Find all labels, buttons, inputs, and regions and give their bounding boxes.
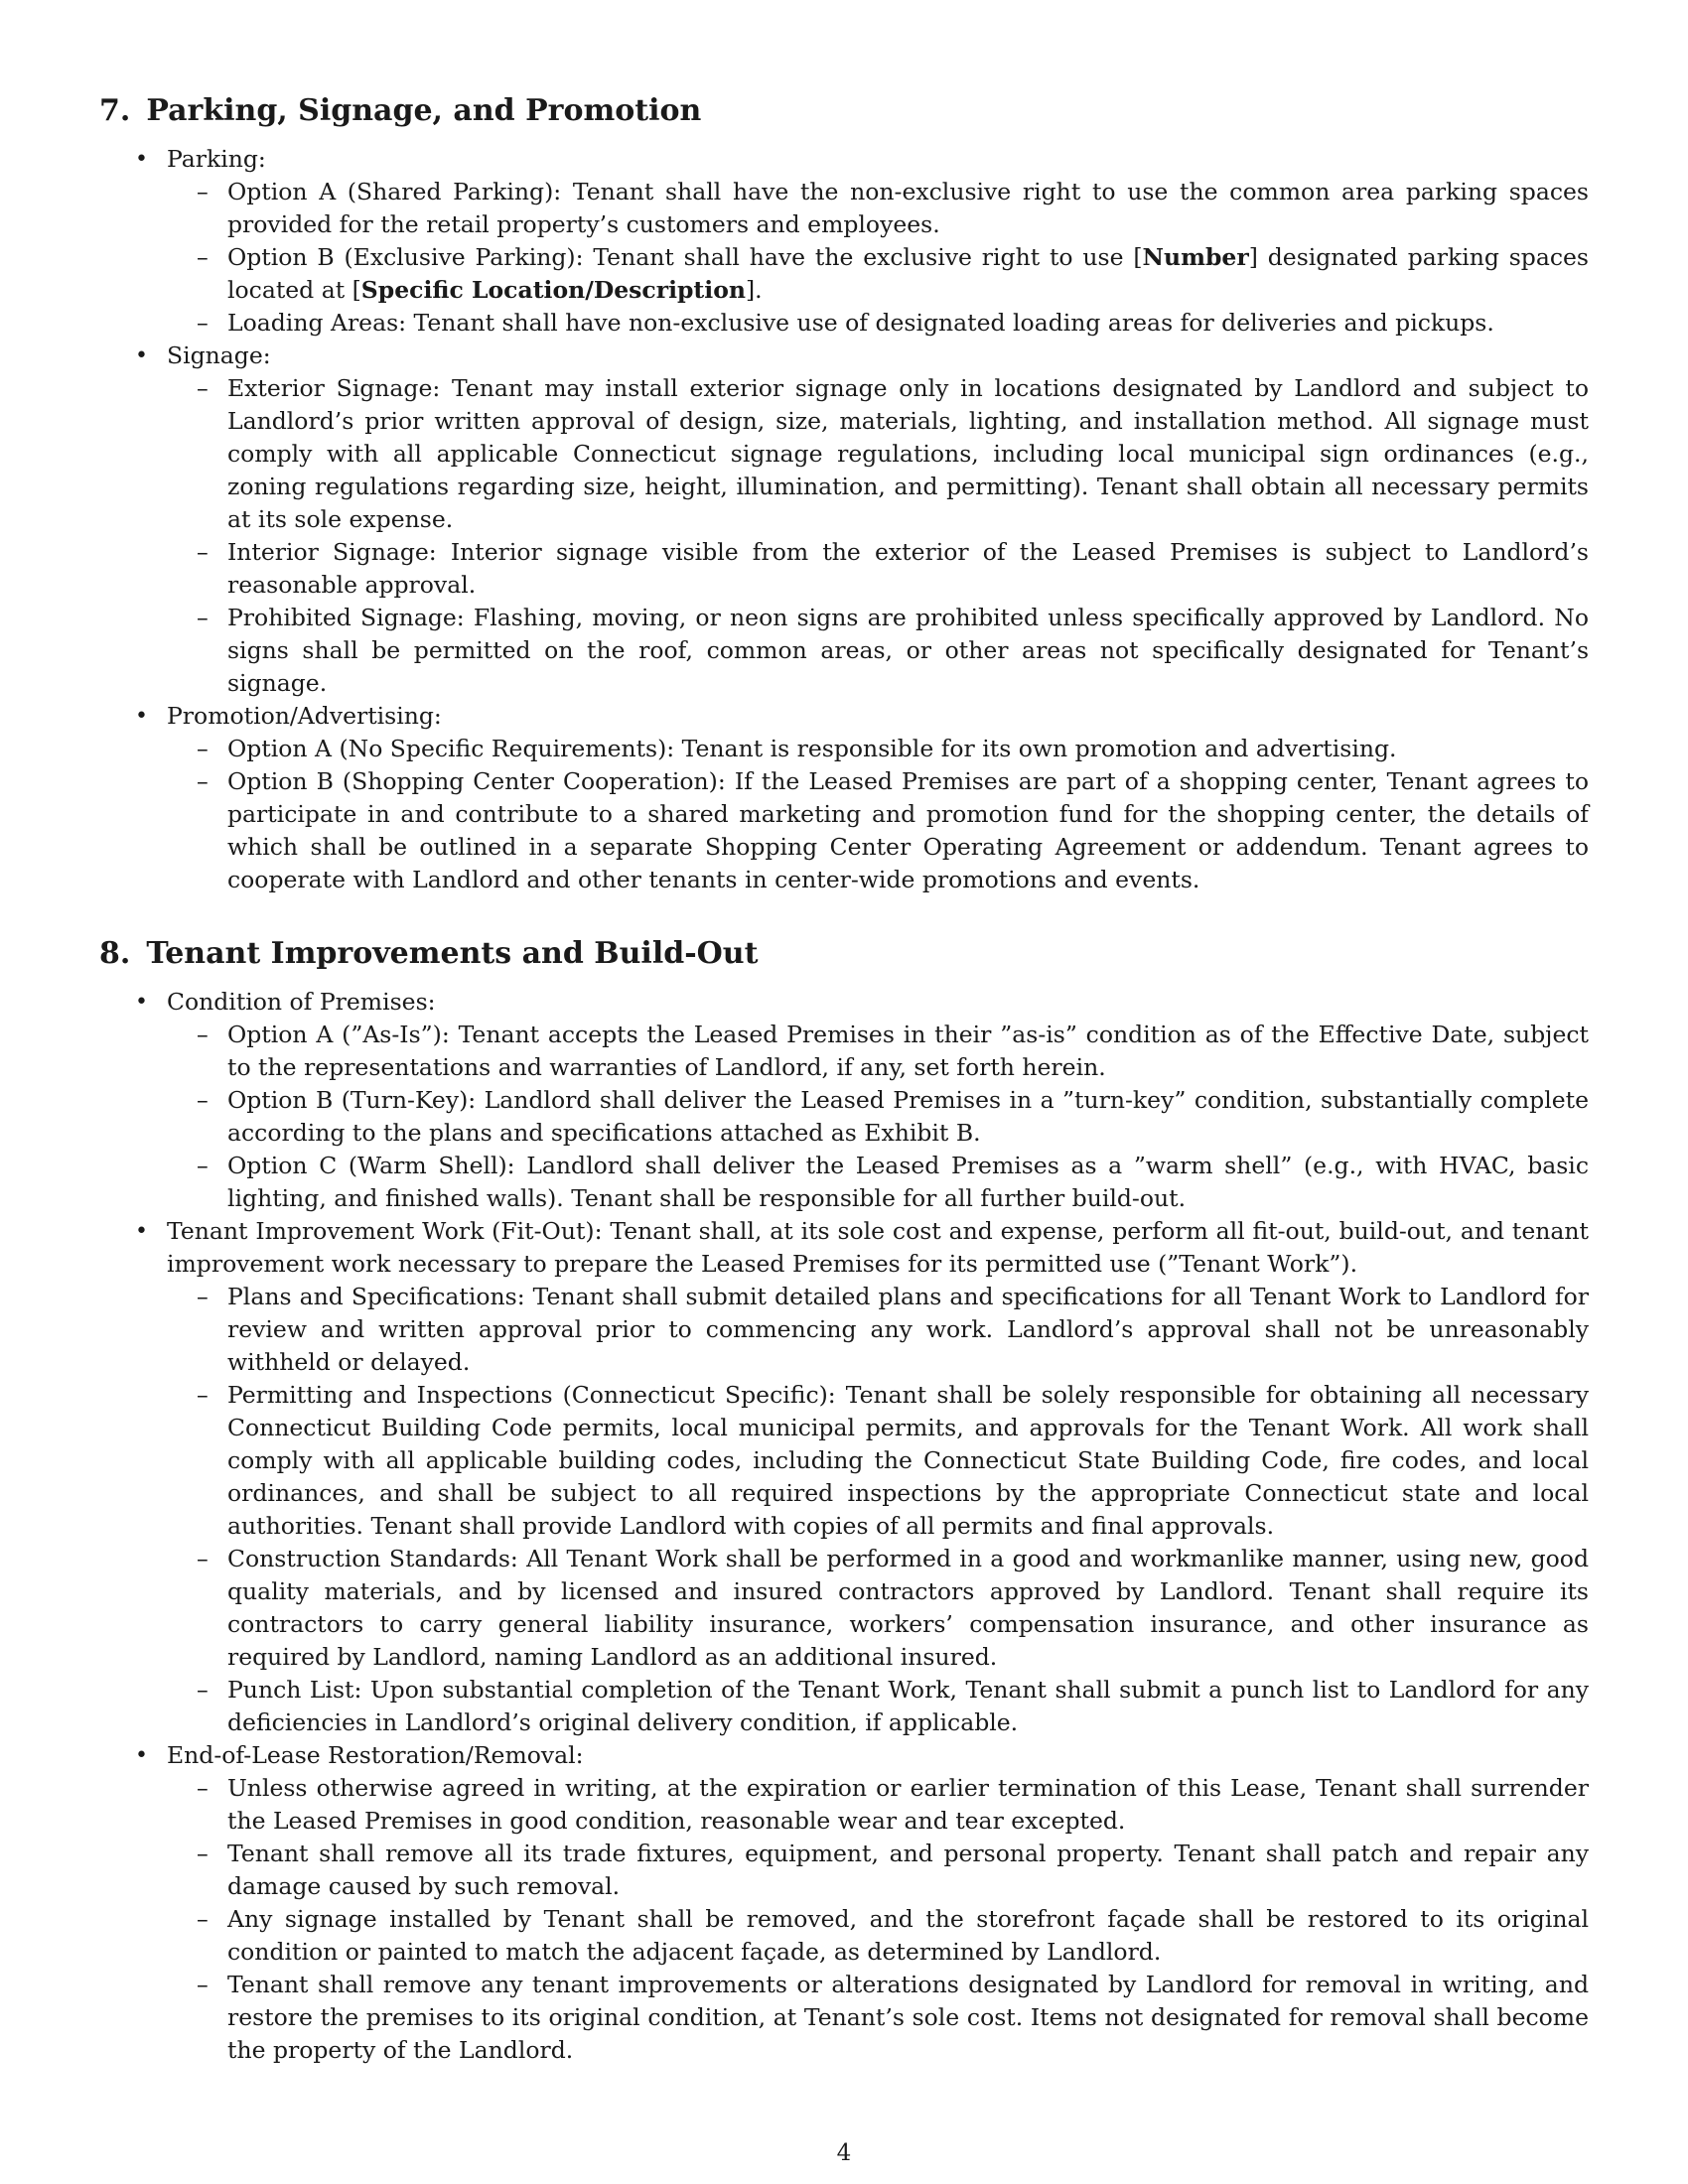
- restoration-label: End-of-Lease Restoration/Removal:: [167, 1741, 584, 1769]
- list-item-tenant-work: [99, 1215, 1589, 1739]
- condition-option-a: – Option A (”As-Is”): Tenant accepts the Leased Premises in their ”as-is” condition as of the Effective Date, subject to the representations and warranties of Landlord, if any, set forth herein.: [167, 1019, 1589, 1084]
- section-title: Tenant Improvements and Build-Out: [146, 936, 759, 971]
- condition-sublist: [167, 1019, 1589, 1215]
- section-7-list: [99, 143, 1589, 896]
- section-number: 8.: [99, 936, 131, 971]
- restoration-item-4: – Tenant shall remove any tenant improvements or alterations designated by Landlord for removal in writing, and restore the premises to its original condition, at Tenant’s sole cost. Items not designated for removal shall become the property of the Landlord.: [167, 1969, 1589, 2067]
- signage-interior: – Interior Signage: Interior signage visible from the exterior of the Leased Premises is subject to Landlord’s reasonable approval.: [167, 536, 1589, 602]
- parking-option-b: – Option B (Exclusive Parking): Tenant shall have the exclusive right to use [Number] designated parking spaces located at [Specific Location/Description].: [167, 241, 1589, 307]
- promotion-option-a: – Option A (No Specific Requirements): Tenant is responsible for its own promotion and advertising.: [167, 733, 1589, 765]
- restoration-item-2: – Tenant shall remove all its trade fixtures, equipment, and personal property. Tenant shall patch and repair any damage caused by such removal.: [167, 1838, 1589, 1903]
- condition-label: Condition of Premises:: [167, 988, 436, 1016]
- condition-option-b: – Option B (Turn-Key): Landlord shall deliver the Leased Premises in a ”turn-key” condition, substantially complete according to the plans and specifications attached as Exhibit B.: [167, 1084, 1589, 1150]
- promotion-label: Promotion/Advertising:: [167, 702, 442, 730]
- work-construction: – Construction Standards: All Tenant Work shall be performed in a good and workmanlike manner, using new, good quality materials, and by licensed and insured contractors approved by Landlord. Tenant shall require its contractors to carry general liability insurance, workers’ compensation insurance, and other insurance as required by Landlord, naming Landlord as an additional insured.: [167, 1543, 1589, 1674]
- parking-sublist: [167, 176, 1589, 340]
- list-item-signage: [99, 340, 1589, 700]
- parking-loading-areas: – Loading Areas: Tenant shall have non-exclusive use of designated loading areas for deliveries and pickups.: [167, 307, 1589, 340]
- parking-option-a: – Option A (Shared Parking): Tenant shall have the non-exclusive right to use the common area parking spaces provided for the retail property’s customers and employees.: [167, 176, 1589, 241]
- list-item-parking: [99, 143, 1589, 340]
- signage-sublist: [167, 372, 1589, 700]
- section-8-list: [99, 986, 1589, 2067]
- placeholder-location: Specific Location/Description: [360, 276, 746, 304]
- restoration-item-3: – Any signage installed by Tenant shall be removed, and the storefront façade shall be restored to its original condition or painted to match the adjacent façade, as determined by Landlord.: [167, 1903, 1589, 1969]
- document-page: [99, 91, 1589, 2067]
- signage-prohibited: – Prohibited Signage: Flashing, moving, or neon signs are prohibited unless specifically approved by Landlord. No signs shall be permitted on the roof, common areas, or other areas not specifically designated for Tenant’s signage.: [167, 602, 1589, 700]
- section-number: 7.: [99, 93, 131, 128]
- restoration-item-1: – Unless otherwise agreed in writing, at the expiration or earlier termination of this Lease, Tenant shall surrender the Leased Premises in good condition, reasonable wear and tear excepted.: [167, 1772, 1589, 1838]
- signage-exterior: – Exterior Signage: Tenant may install exterior signage only in locations designated by Landlord and subject to Landlord’s prior written approval of design, size, materials, lighting, and installation method. All signage must comply with all applicable Connecticut signage regulations, including local municipal sign ordinances (e.g., zoning regulations regarding size, height, illumination, and permitting). Tenant shall obtain all necessary permits at its sole expense.: [167, 372, 1589, 536]
- section-title: Parking, Signage, and Promotion: [146, 93, 702, 128]
- promotion-option-b: – Option B (Shopping Center Cooperation): If the Leased Premises are part of a shopping center, Tenant agrees to participate in and contribute to a shared marketing and promotion fund for the shopping center, the details of which shall be outlined in a separate Shopping Center Operating Agreement or addendum. Tenant agrees to cooperate with Landlord and other tenants in center-wide promotions and events.: [167, 765, 1589, 896]
- work-punch-list: – Punch List: Upon substantial completion of the Tenant Work, Tenant shall submit a punch list to Landlord for any deficiencies in Landlord’s original delivery condition, if applicable.: [167, 1674, 1589, 1739]
- page-number: 4: [836, 2140, 852, 2166]
- list-item-promotion: [99, 700, 1589, 896]
- tenant-work-label: Tenant Improvement Work (Fit-Out): Tenant shall, at its sole cost and expense, perform all fit-out, build-out, and tenant improvement work necessary to prepare the Leased Premises for its permitted use (”Tenant Work”).: [167, 1217, 1589, 1278]
- section-7-heading: [99, 91, 1589, 131]
- tenant-work-sublist: [167, 1281, 1589, 1739]
- work-permitting: – Permitting and Inspections (Connecticut Specific): Tenant shall be solely responsible for obtaining all necessary Connecticut Building Code permits, local municipal permits, and approvals for the Tenant Work. All work shall comply with all applicable building codes, including the Connecticut State Building Code, fire codes, and local ordinances, and shall be subject to all required inspections by the appropriate Connecticut state and local authorities. Tenant shall provide Landlord with copies of all permits and final approvals.: [167, 1379, 1589, 1543]
- signage-label: Signage:: [167, 341, 271, 369]
- parking-label: Parking:: [167, 145, 266, 173]
- placeholder-number: Number: [1142, 243, 1249, 271]
- section-8-heading: [99, 934, 1589, 974]
- list-item-condition: [99, 986, 1589, 1215]
- restoration-sublist: [167, 1772, 1589, 2067]
- list-item-restoration: [99, 1739, 1589, 2067]
- condition-option-c: – Option C (Warm Shell): Landlord shall deliver the Leased Premises as a ”warm shell” (e.g., with HVAC, basic lighting, and finished walls). Tenant shall be responsible for all further build-out.: [167, 1150, 1589, 1215]
- promotion-sublist: [167, 733, 1589, 896]
- work-plans: – Plans and Specifications: Tenant shall submit detailed plans and specifications for all Tenant Work to Landlord for review and written approval prior to commencing any work. Landlord’s approval shall not be unreasonably withheld or delayed.: [167, 1281, 1589, 1379]
